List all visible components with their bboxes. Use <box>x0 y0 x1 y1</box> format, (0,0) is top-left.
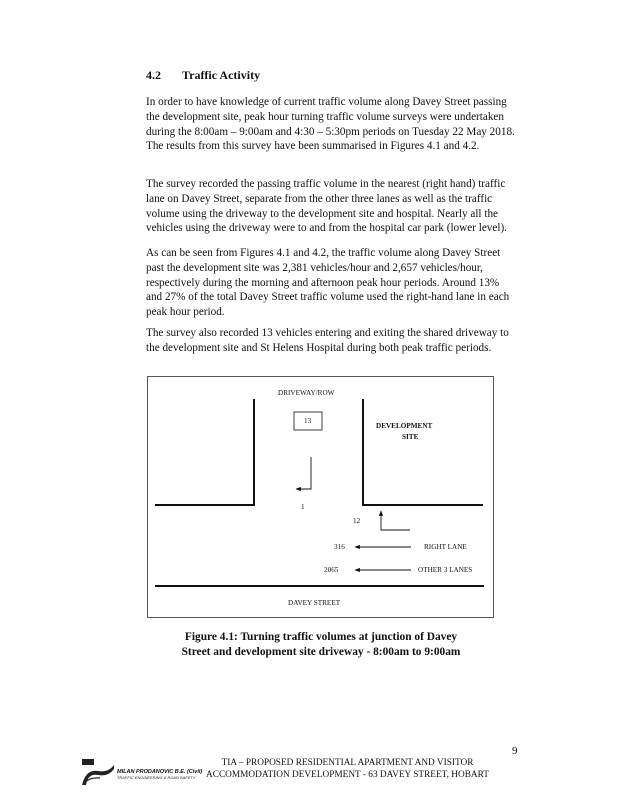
figure-caption <box>146 630 496 660</box>
development-site-label-line1: DEVELOPMENT <box>376 422 433 430</box>
driveway-volume: 13 <box>304 417 312 425</box>
page-number: 9 <box>512 745 518 757</box>
section-number: 4.2 <box>146 68 161 82</box>
figure-caption-line1: Figure 4.1: Turning traffic volumes at junction of Davey <box>184 631 458 643</box>
section-title: Traffic Activity <box>182 68 261 82</box>
paragraph-survey-lanes: The survey recorded the passing traffic volume in the nearest (right hand) traffic lane on Davey Street, separate from the other three lanes as well as the traffic volume using the driveway to the development site and hospital. Nearly all the vehicles using the driveway were to and from the hospital car park (lower level). <box>146 178 507 235</box>
right-lane-volume: 316 <box>334 543 345 551</box>
other-lanes-volume: 2065 <box>324 566 339 574</box>
right-lane-label: RIGHT LANE <box>424 543 467 551</box>
company-logo <box>80 757 203 787</box>
paragraph-driveway: The survey also recorded 13 vehicles entering and exiting the shared driveway to the development site and St Helens Hospital during both peak traffic periods. <box>146 327 509 354</box>
road-logo-icon <box>80 757 116 787</box>
paragraph-volumes: As can be seen from Figures 4.1 and 4.2, the traffic volume along Davey Street past the development site was 2,381 vehicles/hour and 2,657 vehicles/hour, respectively during the morning and afternoon peak hour periods. Around 13% and 27% of the total Davey Street traffic volume used the right-hand lane in each peak hour period. <box>146 247 510 319</box>
driveway-left-kerb <box>155 399 254 505</box>
paragraph-survey-intro: In order to have knowledge of current traffic volume along Davey Street passing the development site, peak hour turning traffic volume surveys were undertaken during the 8:00am – 9:00am and 4:30 – 5:30pm periods on Tuesday 22 May 2018. The results from this survey have been summarised in Figures 4.1 and 4.2. <box>146 96 515 153</box>
section-heading <box>146 68 260 83</box>
figure-junction-diagram <box>147 376 494 618</box>
logo-tagline: TRAFFIC ENGINEERING & ROAD SAFETY <box>117 776 196 780</box>
page-footer <box>180 757 515 781</box>
driveway-right-kerb <box>363 399 483 505</box>
left-turn-in-volume: 12 <box>353 517 361 525</box>
logo-name: MILAN PRODANOVIC B.E. (Civil) <box>117 769 203 775</box>
junction-drawing <box>148 377 495 619</box>
figure-caption-line2: Street and development site driveway - 8:00am to 9:00am <box>181 646 461 658</box>
other-lanes-label: OTHER 3 LANES <box>418 566 473 574</box>
footer-line1: TIA – PROPOSED RESIDENTIAL APARTMENT AND VISITOR <box>221 758 474 768</box>
development-site-label-line2: SITE <box>402 433 419 441</box>
left-turn-in-arrow <box>381 511 410 530</box>
driveway-label: DRIVEWAY/ROW <box>278 389 335 397</box>
footer-line2: ACCOMMODATION DEVELOPMENT - 63 DAVEY STREET, HOBART <box>206 770 489 780</box>
left-turn-out-volume: 1 <box>301 503 305 511</box>
street-label: DAVEY STREET <box>288 599 341 607</box>
left-turn-out-arrow <box>296 457 311 489</box>
